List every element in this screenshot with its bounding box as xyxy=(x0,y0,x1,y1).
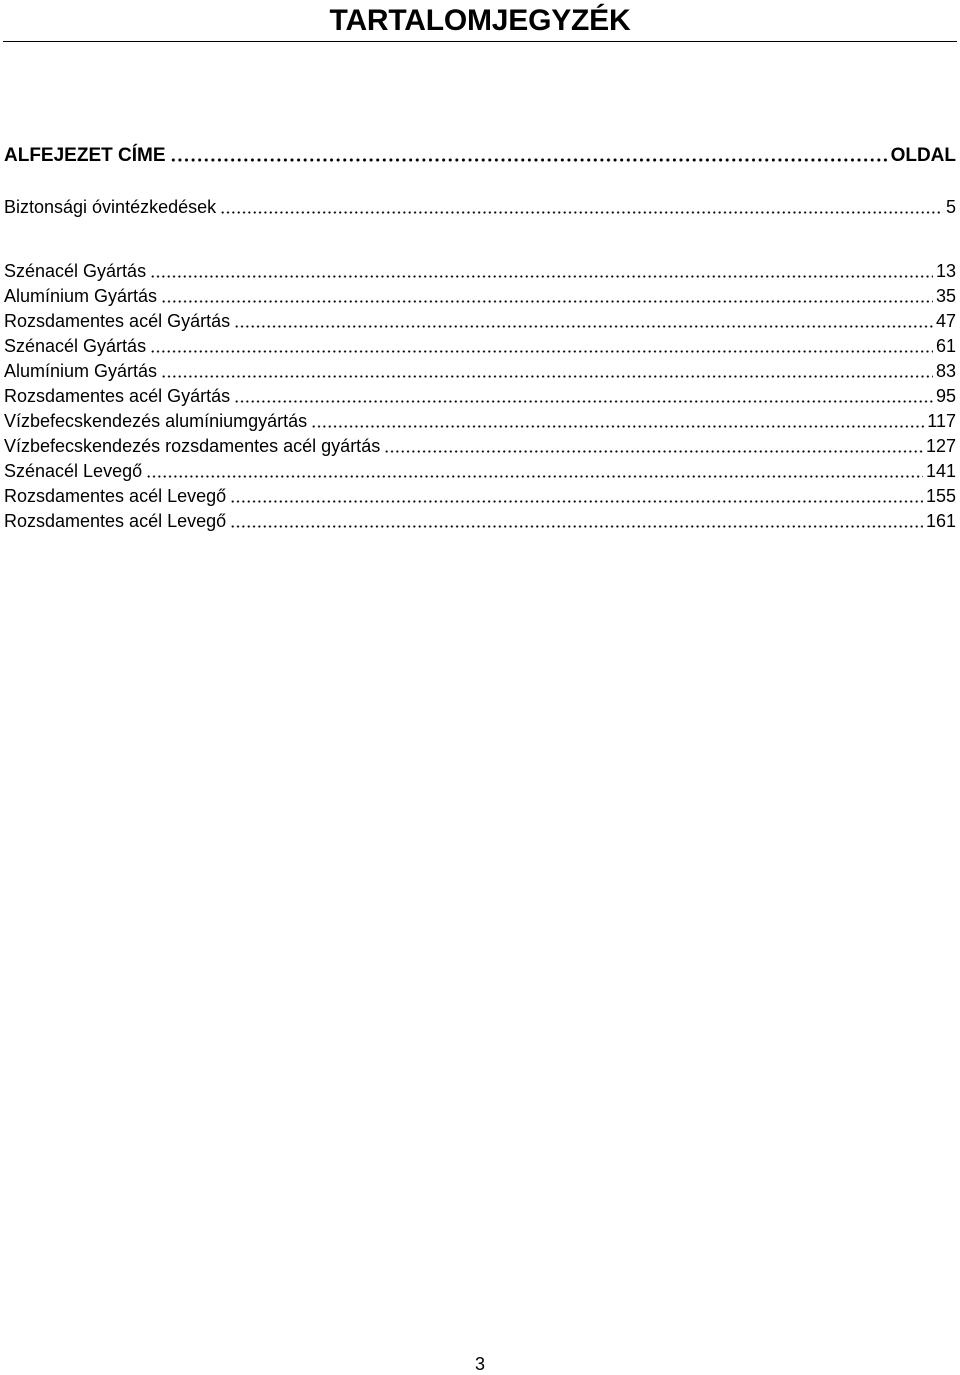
dot-leader xyxy=(311,425,924,428)
toc-entry-label: Szénacél Gyártás xyxy=(4,336,147,356)
toc-entry-label: Alumínium Gyártás xyxy=(4,361,158,381)
toc-entry-label: Szénacél Gyártás xyxy=(4,261,147,281)
toc-entry-page: 95 xyxy=(935,386,956,406)
dot-leader xyxy=(170,158,888,162)
toc-entry-label: Szénacél Levegő xyxy=(4,461,143,481)
toc-entry-page: 161 xyxy=(925,511,956,531)
toc-entry-label: Vízbefecskendezés rozsdamentes acél gyártás xyxy=(4,436,381,456)
toc-entry-page: 127 xyxy=(925,436,956,456)
toc-entry xyxy=(4,484,956,509)
toc-entry-label: Rozsdamentes acél Levegő xyxy=(4,486,227,506)
dot-leader xyxy=(234,400,933,403)
toc-entry-label: Rozsdamentes acél Gyártás xyxy=(4,311,231,331)
toc-entry-page: 141 xyxy=(925,461,956,481)
toc-entry-page: 5 xyxy=(945,197,956,217)
toc-entry-page: 13 xyxy=(935,261,956,281)
toc-header-row xyxy=(4,143,956,168)
dot-leader xyxy=(146,475,923,478)
toc-entry xyxy=(4,359,956,384)
toc-header-page-label: OLDAL xyxy=(890,145,956,166)
toc-header-section-label: ALFEJEZET CÍME xyxy=(4,145,166,166)
toc-entry xyxy=(4,284,956,309)
toc-entry-page: 61 xyxy=(935,336,956,356)
dot-leader xyxy=(230,500,923,503)
toc-entry-label: Rozsdamentes acél Gyártás xyxy=(4,386,231,406)
title-divider xyxy=(3,41,957,42)
toc-entry-page: 47 xyxy=(935,311,956,331)
dot-leader xyxy=(234,325,933,328)
toc-entry xyxy=(4,509,956,534)
dot-leader xyxy=(161,375,933,378)
toc-entry xyxy=(4,259,956,284)
dot-leader xyxy=(384,450,923,453)
toc-entry-label: Rozsdamentes acél Levegő xyxy=(4,511,227,531)
dot-leader xyxy=(150,350,933,353)
toc-entry xyxy=(4,334,956,359)
dot-leader xyxy=(161,300,933,303)
toc-entry-page: 155 xyxy=(925,486,956,506)
toc-entry-page: 35 xyxy=(935,286,956,306)
toc-entry xyxy=(4,459,956,484)
dot-leader xyxy=(150,275,933,278)
toc-entry xyxy=(4,434,956,459)
toc-entry-label: Biztonsági óvintézkedések xyxy=(4,197,217,217)
toc-entry-page: 117 xyxy=(927,411,956,431)
dot-leader xyxy=(230,525,923,528)
toc-entry xyxy=(4,384,956,409)
toc-entry xyxy=(4,309,956,334)
toc-entry xyxy=(4,409,956,434)
dot-leader xyxy=(220,211,943,214)
toc-entry-label: Alumínium Gyártás xyxy=(4,286,158,306)
page-title: TARTALOMJEGYZÉK xyxy=(329,4,631,37)
page-number: 3 xyxy=(474,1354,485,1374)
toc-entry-safety xyxy=(4,195,956,220)
toc-entry-page: 83 xyxy=(935,361,956,381)
toc-entry-label: Vízbefecskendezés alumíniumgyártás xyxy=(4,411,308,431)
